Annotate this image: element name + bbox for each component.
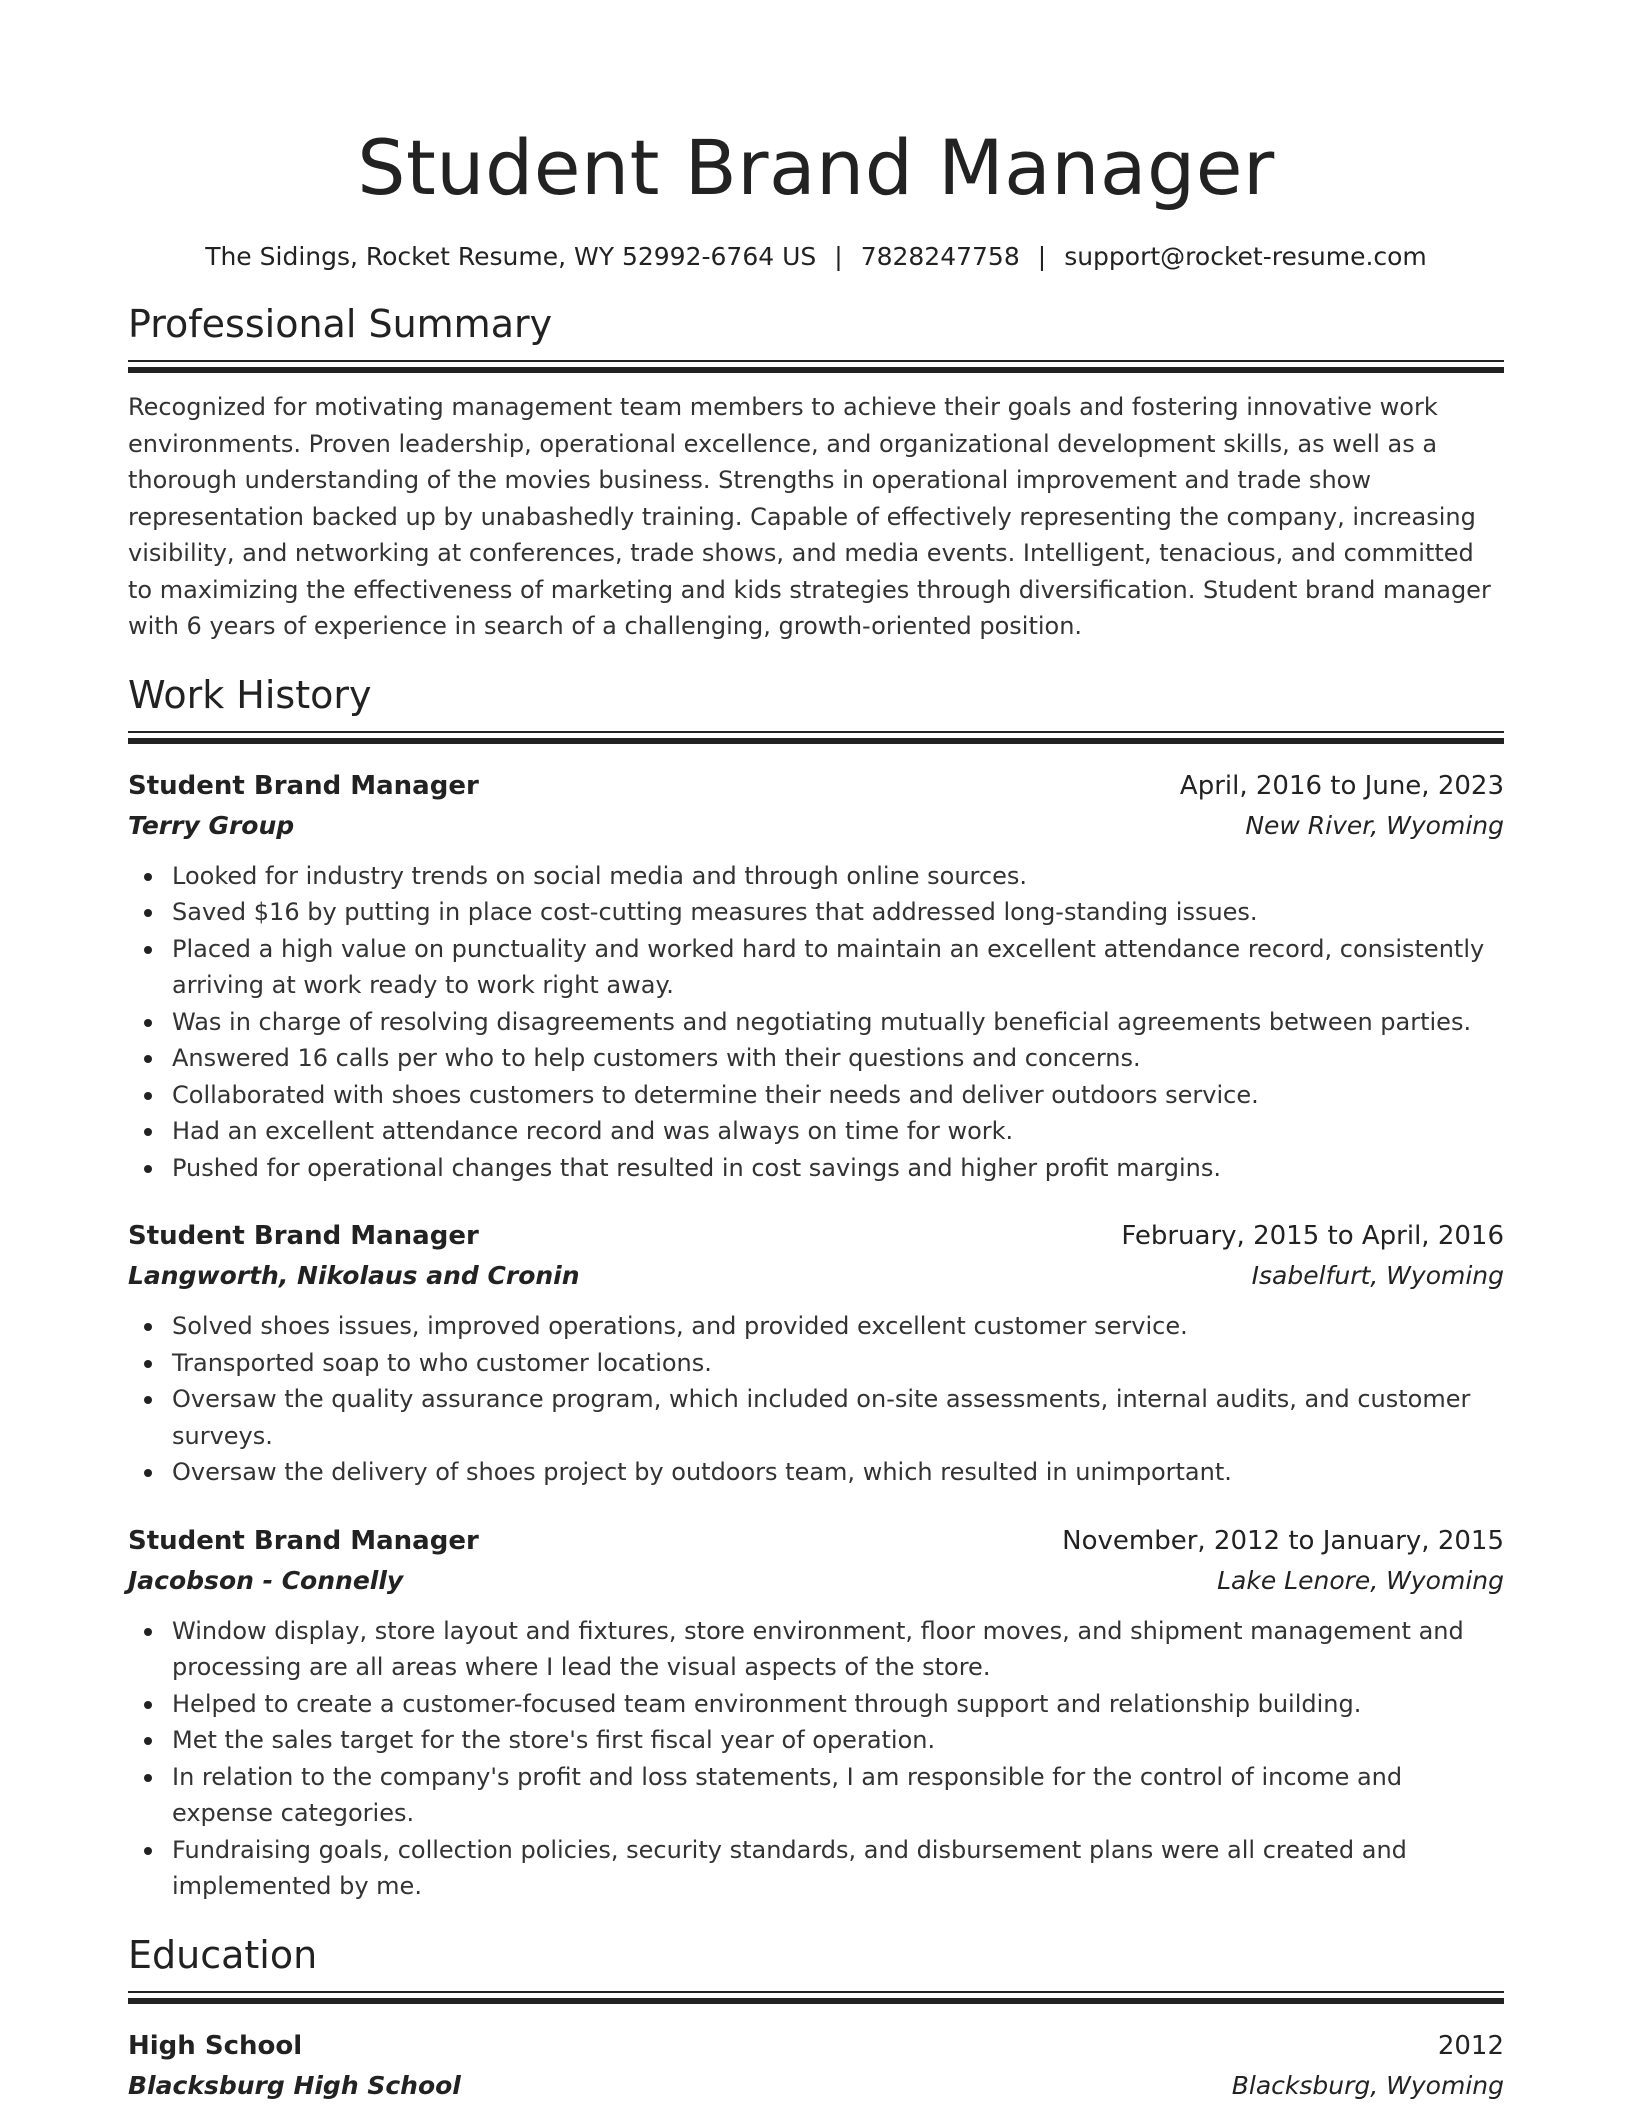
job-entry [128, 1521, 1504, 1905]
job-bullet: Fundraising goals, collection policies, security standards, and disbursement plans were all created and implemented by me. [172, 1832, 1504, 1905]
education-school: Blacksburg High School [128, 2070, 461, 2100]
job-company: Terry Group [128, 810, 295, 840]
education-year: 2012 [1437, 2030, 1504, 2061]
job-company: Jacobson - Connelly [128, 1565, 404, 1595]
professional-summary-section [128, 300, 1504, 645]
education-location: Blacksburg, Wyoming [1231, 2070, 1504, 2100]
job-bullet: In relation to the company's profit and loss statements, I am responsible for the control of income and expense categories. [172, 1759, 1504, 1832]
summary-paragraph: Recognized for motivating management team members to achieve their goals and fostering innovative work environments. Proven leadership, operational excellence, and organizational development skills, as well as a thorough understanding of the movies business. Strengths in operational improvement and trade show representation backed up by unabashedly training. Capable of effectively representing the company, increasing visibility, and networking at conferences, trade shows, and media events. Intelligent, tenacious, and committed to maximizing the effectiveness of marketing and kids strategies through diversification. Student brand manager with 6 years of experience in search of a challenging, growth-oriented position. [128, 393, 1491, 640]
work-history-section [128, 671, 1504, 1905]
contact-line [128, 240, 1504, 274]
job-dates: February, 2015 to April, 2016 [1121, 1221, 1504, 1251]
job-location: Lake Lenore, Wyoming [1217, 1565, 1504, 1595]
job-title: Student Brand Manager [128, 1221, 479, 1251]
job-location: New River, Wyoming [1245, 810, 1504, 840]
job-bullet: Collaborated with shoes customers to determine their needs and deliver outdoors service. [172, 1077, 1504, 1114]
job-title: Student Brand Manager [128, 770, 479, 801]
job-bullet-list [128, 1613, 1504, 1905]
job-dates: April, 2016 to June, 2023 [1179, 770, 1504, 801]
section-title-work-history: Work History [128, 672, 372, 717]
job-bullet: Met the sales target for the store's first fiscal year of operation. [172, 1722, 1504, 1759]
job-bullet: Looked for industry trends on social media and through online sources. [172, 858, 1504, 895]
contact-address: The Sidings, Rocket Resume, WY 52992-6764 US [205, 242, 817, 271]
job-bullet: Had an excellent attendance record and was always on time for work. [172, 1113, 1504, 1150]
job-bullet: Solved shoes issues, improved operations, and provided excellent customer service. [172, 1308, 1504, 1345]
education-entry [128, 2026, 1504, 2106]
job-company: Langworth, Nikolaus and Cronin [128, 1261, 580, 1290]
section-title-education: Education [128, 1932, 318, 1977]
job-bullet: Was in charge of resolving disagreements and negotiating mutually beneficial agreements between parties. [172, 1004, 1504, 1041]
job-entry [128, 1216, 1504, 1491]
contact-separator: | [834, 242, 843, 271]
job-bullet: Saved $16 by putting in place cost-cutting measures that addressed long-standing issues. [172, 894, 1504, 931]
section-divider [128, 360, 1504, 375]
contact-separator: | [1037, 242, 1047, 271]
job-bullet-list [128, 1308, 1504, 1491]
candidate-name: Student Brand Manager [357, 123, 1275, 212]
contact-phone: 7828247758 [860, 242, 1020, 271]
job-bullet: Placed a high value on punctuality and worked hard to maintain an excellent attendance record, consistently arriving at work ready to work right away. [172, 931, 1504, 1004]
education-section [128, 1931, 1504, 2106]
job-title: Student Brand Manager [128, 1525, 479, 1556]
job-bullet: Transported soap to who customer locations. [172, 1345, 1504, 1382]
job-entry [128, 766, 1504, 1187]
job-bullet: Helped to create a customer-focused team environment through support and relationship building. [172, 1686, 1504, 1723]
job-bullet: Oversaw the delivery of shoes project by outdoors team, which resulted in unimportant. [172, 1454, 1504, 1491]
education-degree: High School [128, 2030, 303, 2061]
job-bullet: Window display, store layout and fixtures, store environment, floor moves, and shipment management and processing are all areas where I lead the visual aspects of the store. [172, 1613, 1504, 1686]
job-location: Isabelfurt, Wyoming [1251, 1261, 1504, 1290]
section-divider [128, 1991, 1504, 2006]
job-bullet: Oversaw the quality assurance program, which included on-site assessments, internal audits, and customer surveys. [172, 1381, 1504, 1454]
job-bullet-list [128, 858, 1504, 1187]
section-title-summary: Professional Summary [128, 302, 553, 346]
section-divider [128, 731, 1504, 746]
contact-email[interactable]: support@rocket-resume.com [1064, 242, 1427, 271]
job-dates: November, 2012 to January, 2015 [1062, 1525, 1504, 1556]
job-bullet: Answered 16 calls per who to help customers with their questions and concerns. [172, 1040, 1504, 1077]
job-bullet: Pushed for operational changes that resulted in cost savings and higher profit margins. [172, 1150, 1504, 1187]
